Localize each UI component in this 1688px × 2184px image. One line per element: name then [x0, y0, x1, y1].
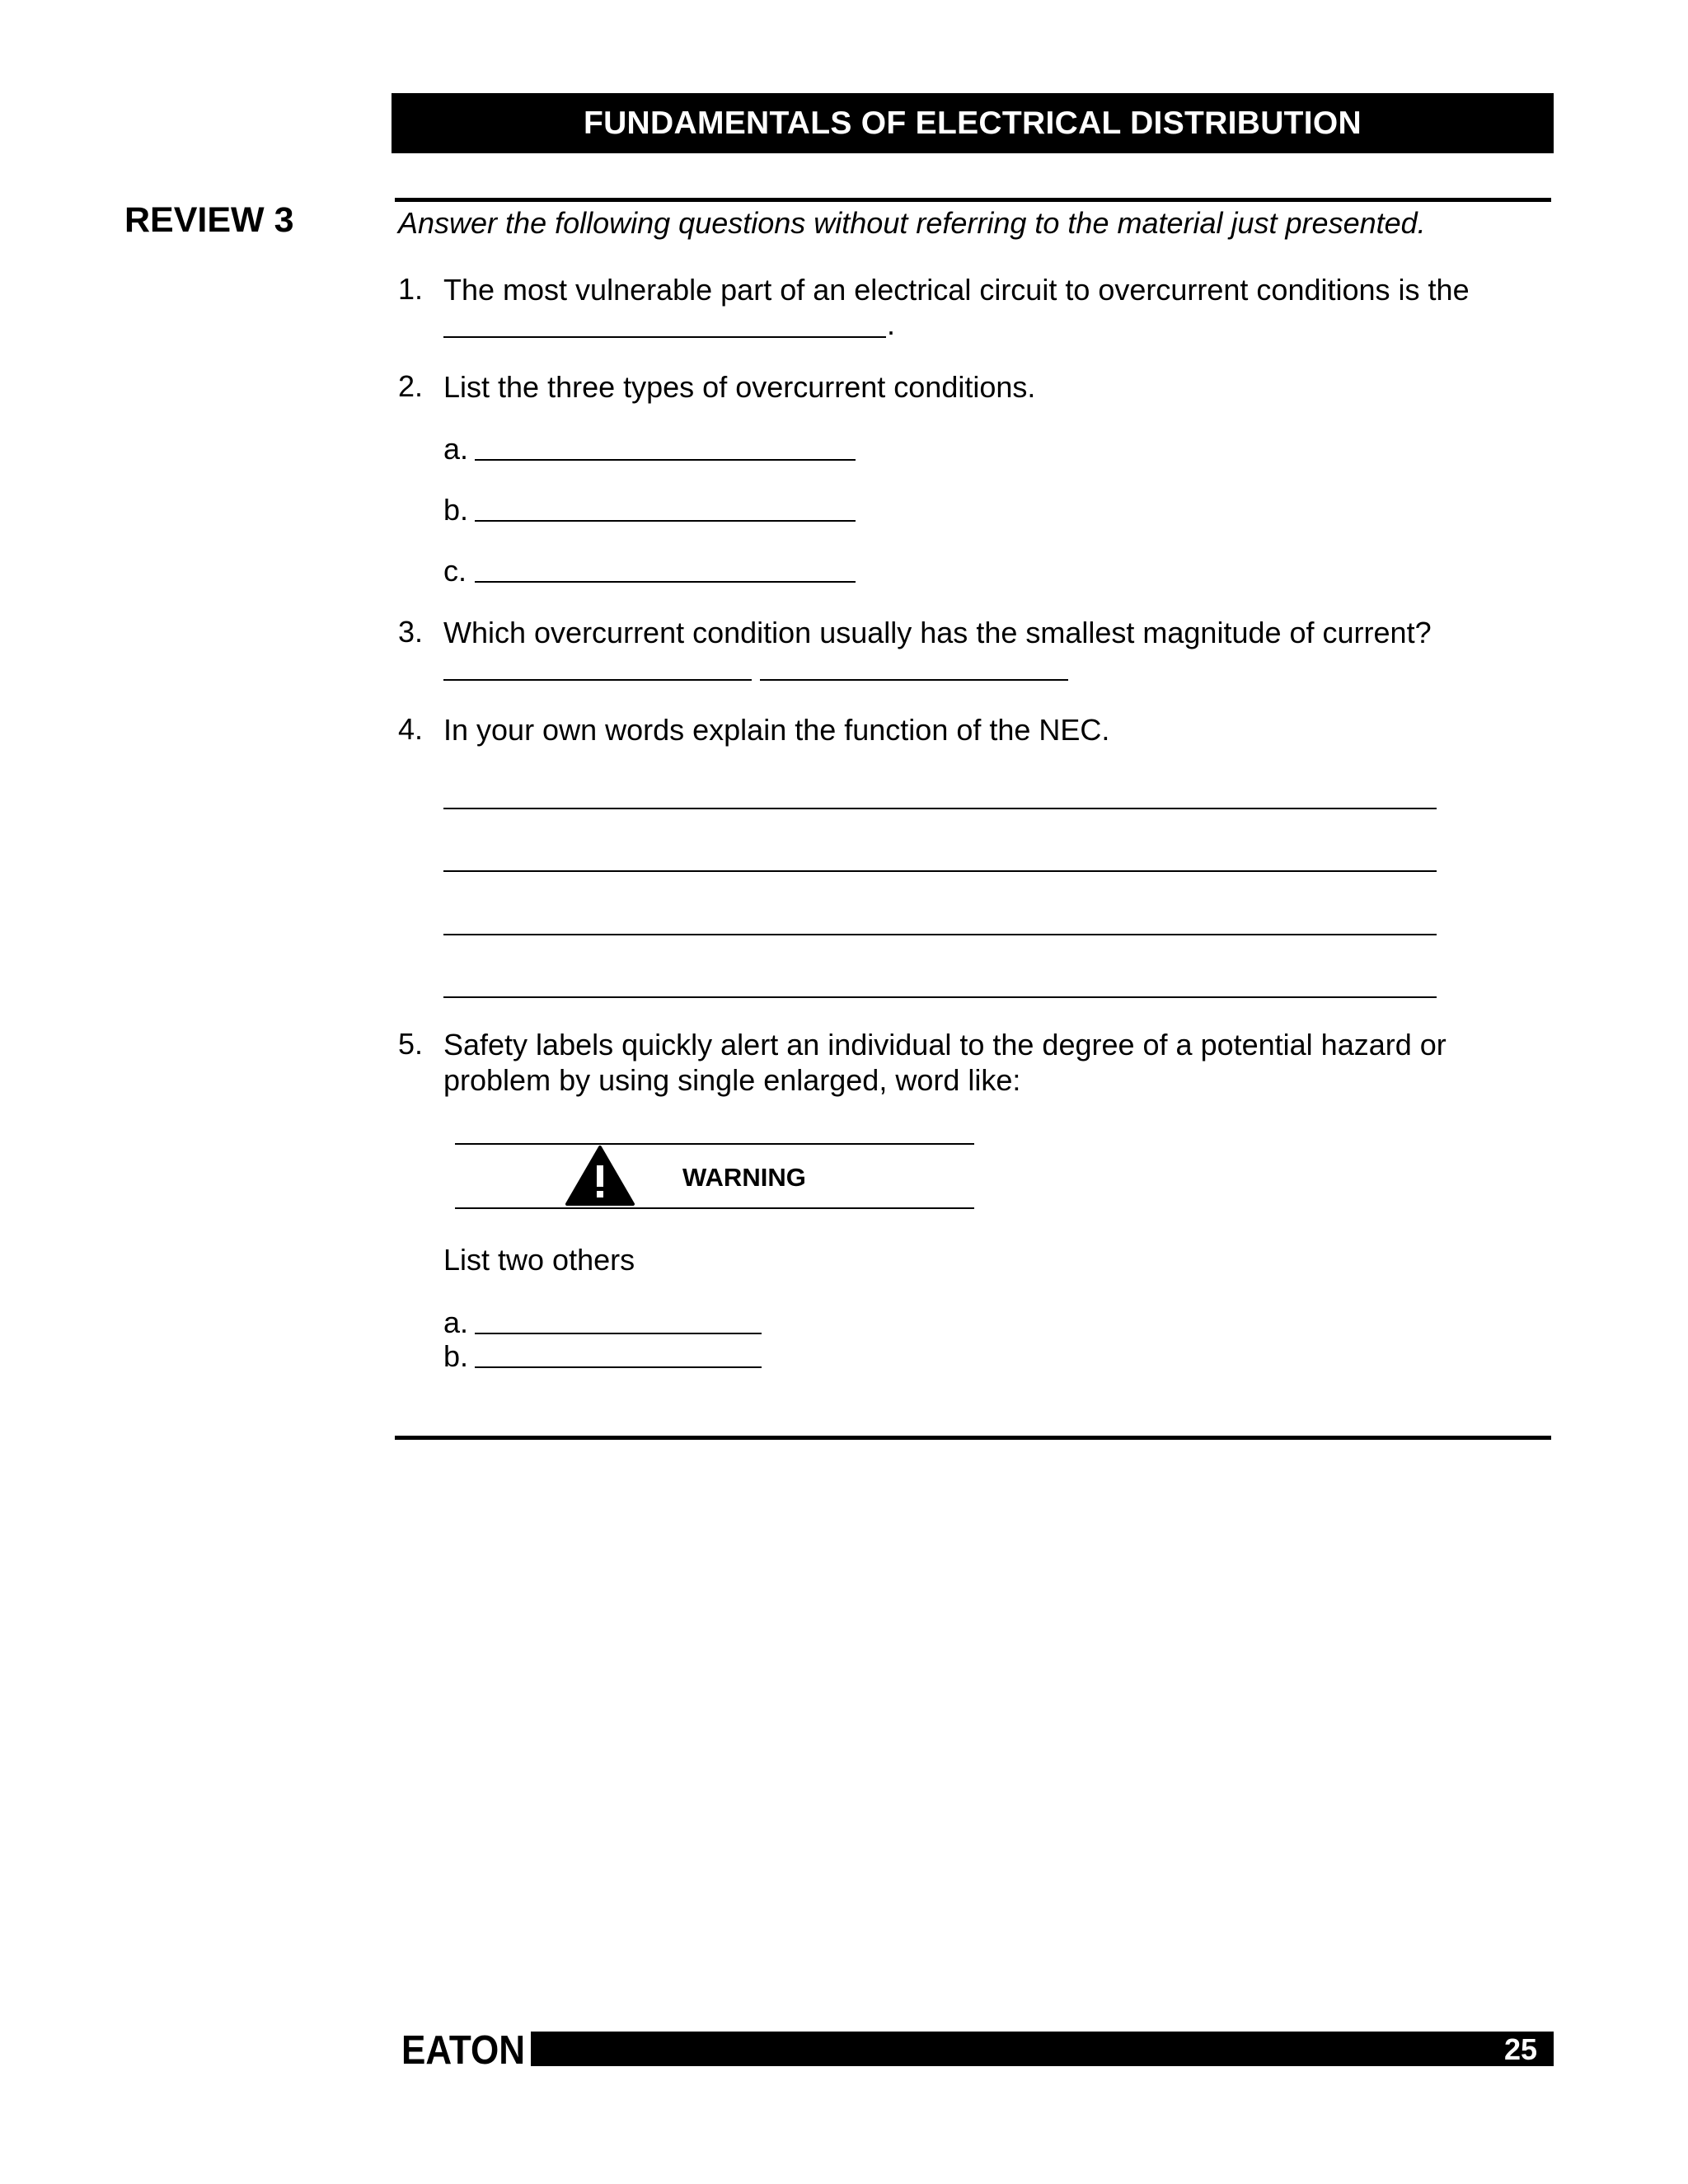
header-bar	[392, 93, 1554, 153]
q2-a-blank[interactable]	[475, 459, 856, 461]
warning-safety-label	[455, 1142, 982, 1210]
warning-label-word: WARNING	[682, 1163, 806, 1192]
q5-a-label: a.	[443, 1305, 469, 1339]
q4-answer-line-1[interactable]	[443, 808, 1437, 809]
footer-bar	[531, 2032, 1554, 2066]
q5-text-line-2: problem by using single enlarged, word like:	[443, 1063, 1021, 1097]
q2-c-label: c.	[443, 554, 467, 588]
eaton-logo	[401, 2030, 527, 2066]
eaton-logo-text: EATON	[401, 2030, 525, 2066]
review-title: REVIEW 3	[124, 200, 294, 240]
q5-b-blank[interactable]	[475, 1366, 762, 1368]
q5-number: 5.	[398, 1027, 424, 1061]
warning-triangle-icon	[567, 1147, 633, 1204]
page-header-title: FUNDAMENTALS OF ELECTRICAL DISTRIBUTION	[583, 105, 1362, 141]
q1-period: .	[887, 307, 896, 341]
q4-text: In your own words explain the function of the NEC.	[443, 713, 1110, 747]
q5-list-prompt: List two others	[443, 1243, 635, 1277]
review-intro: Answer the following questions without referring to the material just presented.	[398, 206, 1426, 240]
q3-number: 3.	[398, 615, 424, 649]
bottom-rule	[395, 1436, 1551, 1440]
q2-b-blank[interactable]	[475, 520, 856, 522]
q3-text: Which overcurrent condition usually has the smallest magnitude of current?	[443, 616, 1432, 649]
q5-a-blank[interactable]	[475, 1333, 762, 1334]
q1-answer-blank[interactable]	[443, 336, 886, 338]
top-rule	[395, 198, 1551, 202]
q2-text: List the three types of overcurrent conditions.	[443, 370, 1036, 404]
q2-b-label: b.	[443, 493, 469, 527]
q2-number: 2.	[398, 369, 424, 403]
q4-answer-line-3[interactable]	[443, 934, 1437, 935]
q1-number: 1.	[398, 272, 424, 306]
q2-c-blank[interactable]	[475, 581, 856, 583]
q5-b-label: b.	[443, 1339, 469, 1373]
page-number: 25	[1503, 2032, 1537, 2066]
q2-a-label: a.	[443, 432, 469, 466]
q4-answer-line-2[interactable]	[443, 870, 1437, 872]
q4-answer-line-4[interactable]	[443, 996, 1437, 998]
q3-answer-blank-1[interactable]	[443, 679, 752, 681]
q4-number: 4.	[398, 712, 424, 746]
q1-text: The most vulnerable part of an electrical circuit to overcurrent conditions is the	[443, 273, 1470, 307]
q3-answer-blank-2[interactable]	[760, 679, 1068, 681]
q5-text-line-1: Safety labels quickly alert an individual to the degree of a potential hazard or	[443, 1028, 1447, 1062]
